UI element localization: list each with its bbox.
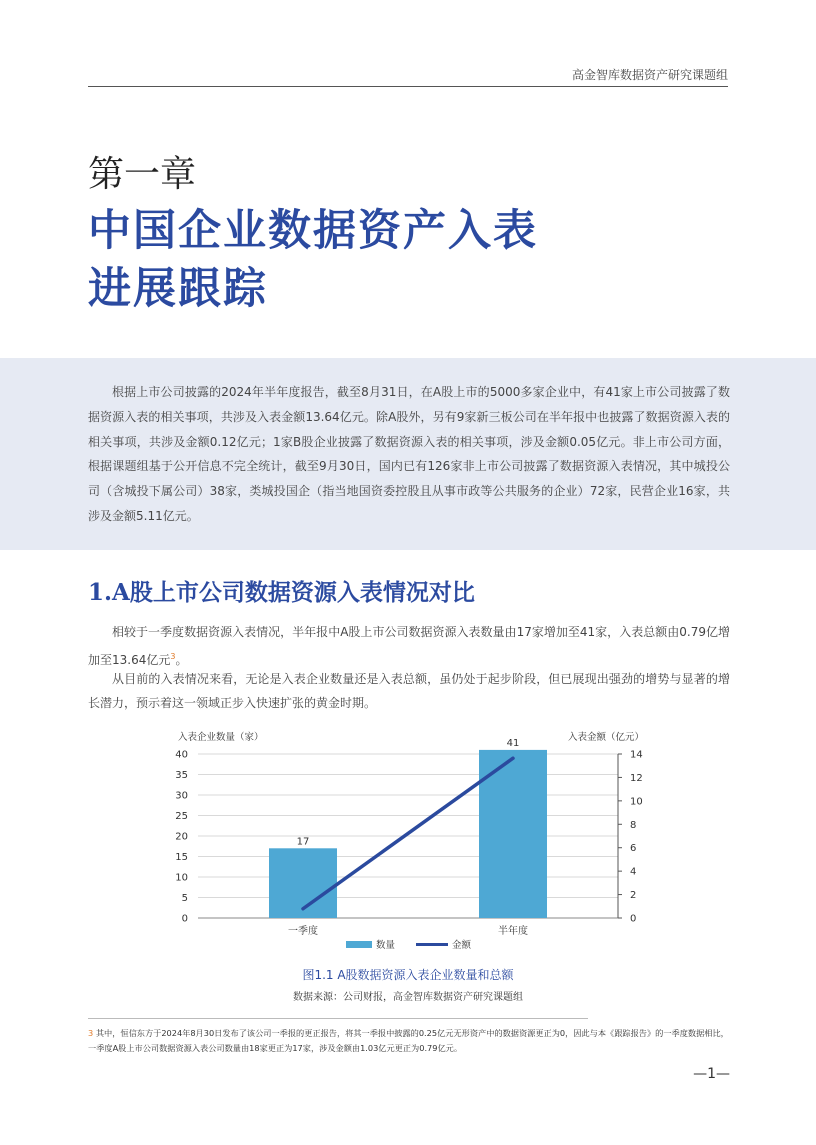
chapter-label: 第一章 <box>88 154 197 195</box>
footnote <box>88 1026 732 1056</box>
section-title: 1.A股上市公司数据资源入表情况对比 <box>88 579 475 606</box>
category-label: 一季度 <box>288 926 318 937</box>
left-tick-label: 40 <box>175 749 188 761</box>
grid-lines <box>198 754 618 918</box>
footnote-divider <box>88 1018 588 1019</box>
legend-swatch-count <box>346 941 372 948</box>
legend-label-count: 数量 <box>376 940 396 951</box>
figure-source: 数据来源：公司财报，高金智库数据资产研究课题组 <box>293 992 523 1003</box>
right-axis-ticks <box>618 750 643 925</box>
right-tick-label: 6 <box>630 843 637 855</box>
footnote-text: 其中，恒信东方于2024年8月30日发布了该公司一季报的更正报告，将其一季报中披露的0.25亿元无形资产中的数据资源更正为0，因此与本《跟踪报告》的一季度数据相比，一季度A股上市公司数据资源入表公司数量由18家更正为17家，涉及金额由1.03亿元更正为0.79亿元。 <box>88 1028 729 1053</box>
intro-band <box>0 358 816 550</box>
right-tick-label: 4 <box>630 866 637 878</box>
paragraph-1-end: 。 <box>175 652 188 667</box>
intro-paragraph: 根据上市公司披露的2024年半年度报告，截至8月31日，在A股上市的5000多家企业中，有41家上市公司披露了数据资源入表的相关事项，共涉及入表金额13.64亿元。除A股外，另有9家新三板公司在半年报中也披露了数据资源入表的相关事项，共涉及金额0.12亿元；1家B股企业披露了数据资源入表的相关事项，涉及金额0.05亿元。非上市公司方面，根据课题组基于公开信息不完全统计，截至9月30日，国内已有126家非上市公司披露了数据资源入表情况，其中城投公司（含城投下属公司）38家，类城投国企（指当地国资委控股且从事市政等公共服务的企业）72家，民营企业16家，共涉及金额5.11亿元。 <box>88 385 730 523</box>
footnote-ref[interactable]: 3 <box>170 651 176 661</box>
left-tick-label: 0 <box>181 913 188 925</box>
left-tick-label: 25 <box>175 811 188 822</box>
legend-label-amount: 金额 <box>452 940 472 951</box>
left-tick-label: 20 <box>175 831 188 843</box>
page-header <box>88 64 728 87</box>
left-tick-label: 5 <box>181 893 188 904</box>
bar-data-label: 17 <box>296 836 310 848</box>
page-number: —1— <box>693 1066 730 1082</box>
right-tick-label: 0 <box>630 913 637 925</box>
right-tick-label: 2 <box>630 890 637 902</box>
bar-line-chart <box>150 726 670 958</box>
right-tick-label: 10 <box>630 796 643 808</box>
right-tick-label: 12 <box>630 772 643 784</box>
paragraph-1 <box>88 621 730 672</box>
left-axis-ticks <box>175 750 188 925</box>
right-tick-label: 14 <box>630 749 643 761</box>
footnote-number: 3 <box>88 1028 94 1038</box>
left-axis-title: 入表企业数量（家） <box>178 732 264 743</box>
figure-caption: 图1.1 A股数据资源入表企业数量和总额 <box>302 968 514 982</box>
category-label: 半年度 <box>498 926 528 937</box>
category-labels <box>288 924 528 937</box>
chapter-title <box>88 202 538 318</box>
paragraph-1-text: 相较于一季度数据资源入表情况，半年报中A股上市公司数据资源入表数量由17家增加至41家，入表总额由0.79亿增加至13.64亿元 <box>88 625 730 667</box>
header-org: 高金智库数据资产研究课题组 <box>571 68 728 82</box>
left-tick-label: 30 <box>175 790 188 802</box>
bar-data-label: 41 <box>506 737 520 749</box>
left-tick-label: 35 <box>175 770 188 781</box>
left-tick-label: 10 <box>175 872 188 884</box>
legend <box>346 939 472 951</box>
chapter-title-line2: 进展跟踪 <box>88 264 268 314</box>
right-tick-label: 8 <box>630 819 637 831</box>
chapter-title-line1: 中国企业数据资产入表 <box>88 206 538 256</box>
paragraph-2: 从目前的入表情况来看，无论是入表企业数量还是入表总额，虽仍处于起步阶段，但已展现出强劲的增势与显著的增长潜力，预示着这一领域正步入快速扩张的黄金时期。 <box>88 672 730 710</box>
right-axis-title: 入表金额（亿元） <box>568 732 645 743</box>
left-tick-label: 15 <box>175 852 188 863</box>
